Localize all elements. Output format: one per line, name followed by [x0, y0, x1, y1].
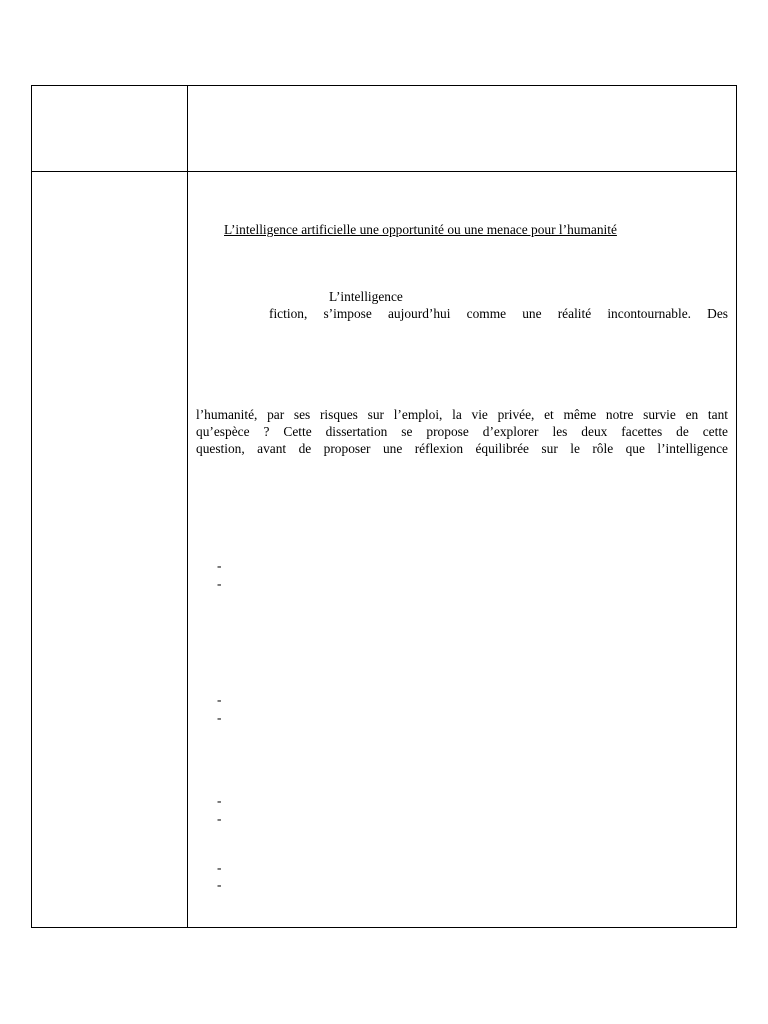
bullet-marker: -: [217, 558, 222, 573]
bullet-marker: -: [217, 811, 222, 826]
table-row-divider: [32, 171, 736, 172]
document-title: L’intelligence artificielle une opportunité ou une menace pour l’humanité: [224, 222, 617, 237]
document-table: [31, 85, 737, 928]
bullet-marker: -: [217, 877, 222, 892]
bullet-marker: -: [217, 710, 222, 725]
body-paragraph: [196, 406, 728, 457]
paragraph-line: qu’espèce ? Cette dissertation se propose d’explorer les deux facettes de cette: [196, 424, 728, 439]
bullet-marker: -: [217, 692, 222, 707]
bullet-marker: -: [217, 860, 222, 875]
paragraph-line: l’humanité, par ses risques sur l’emploi, la vie privée, et même notre survie en tant: [196, 407, 728, 422]
paragraph-line: question, avant de proposer une réflexion équilibrée sur le rôle que l’intelligence: [196, 441, 728, 456]
table-column-divider: [187, 86, 188, 927]
bullet-marker: -: [217, 576, 222, 591]
intro-line-2: fiction, s’impose aujourd’hui comme une réalité incontournable. Des: [269, 306, 728, 321]
intro-line-1: L’intelligence: [329, 289, 403, 304]
bullet-marker: -: [217, 793, 222, 808]
